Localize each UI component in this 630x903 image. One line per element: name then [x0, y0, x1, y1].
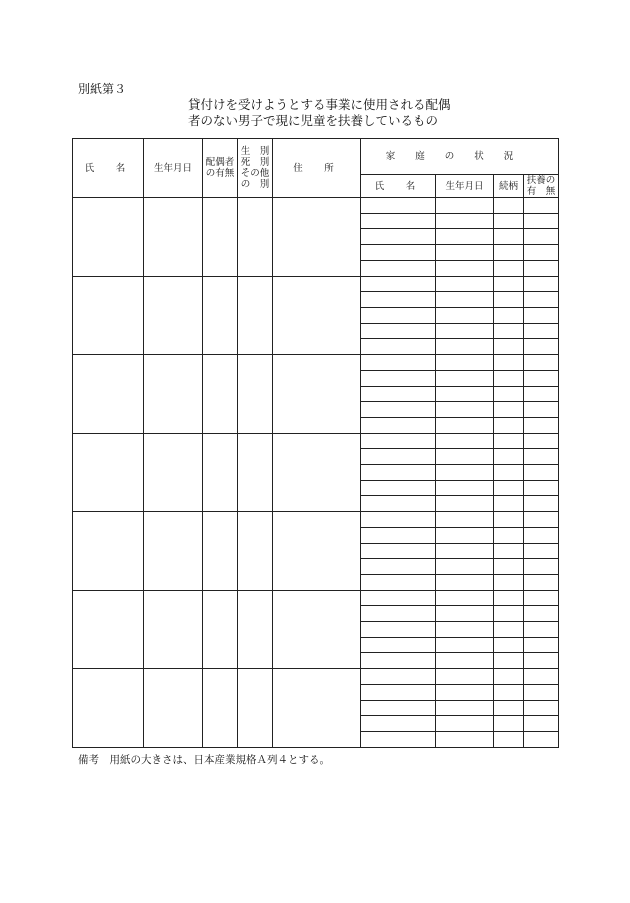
household-name-cell[interactable]	[361, 386, 436, 402]
household-dependent-cell[interactable]	[524, 198, 559, 214]
household-birthdate-cell[interactable]	[436, 543, 494, 559]
entry-birthdate-cell[interactable]	[144, 590, 203, 669]
header-separation-status: 生 別 死 別 その他 の 別	[238, 139, 273, 198]
household-birthdate-cell[interactable]	[436, 465, 494, 481]
household-name-cell[interactable]	[361, 198, 436, 214]
household-name-cell[interactable]	[361, 527, 436, 543]
entry-address-cell[interactable]	[273, 276, 361, 355]
household-birthdate-cell[interactable]	[436, 449, 494, 465]
entry-spouse-cell[interactable]	[203, 433, 238, 512]
household-name-cell[interactable]	[361, 731, 436, 747]
household-dependent-cell[interactable]	[524, 590, 559, 606]
household-birthdate-cell[interactable]	[436, 323, 494, 339]
household-birthdate-cell[interactable]	[436, 653, 494, 669]
household-dependent-cell[interactable]	[524, 653, 559, 669]
entry-spouse-cell[interactable]	[203, 590, 238, 669]
household-dependent-cell[interactable]	[524, 700, 559, 716]
entry-address-cell[interactable]	[273, 433, 361, 512]
household-relationship-cell[interactable]	[494, 480, 524, 496]
entry-address-cell[interactable]	[273, 590, 361, 669]
entry-spouse-cell[interactable]	[203, 512, 238, 591]
household-birthdate-cell[interactable]	[436, 260, 494, 276]
household-name-cell[interactable]	[361, 339, 436, 355]
table-row	[73, 512, 559, 528]
entry-status-cell[interactable]	[238, 355, 273, 434]
entry-name-cell[interactable]	[73, 198, 144, 277]
household-name-cell[interactable]	[361, 308, 436, 324]
household-birthdate-cell[interactable]	[436, 590, 494, 606]
household-name-cell[interactable]	[361, 543, 436, 559]
household-dependent-cell[interactable]	[524, 716, 559, 732]
household-relationship-cell[interactable]	[494, 276, 524, 292]
entry-name-cell[interactable]	[73, 512, 144, 591]
table-row	[73, 198, 559, 214]
entry-name-cell[interactable]	[73, 276, 144, 355]
household-relationship-cell[interactable]	[494, 653, 524, 669]
household-birthdate-cell[interactable]	[436, 308, 494, 324]
header-dependent: 扶養の 有 無	[524, 175, 559, 198]
form-title	[188, 97, 451, 129]
form-number: 別紙第３	[78, 82, 127, 96]
household-relationship-cell[interactable]	[494, 229, 524, 245]
table-row	[73, 669, 559, 685]
entry-birthdate-cell[interactable]	[144, 433, 203, 512]
entry-status-cell[interactable]	[238, 198, 273, 277]
household-name-cell[interactable]	[361, 213, 436, 229]
household-dependent-cell[interactable]	[524, 213, 559, 229]
household-birthdate-cell[interactable]	[436, 622, 494, 638]
household-relationship-cell[interactable]	[494, 590, 524, 606]
household-dependent-cell[interactable]	[524, 496, 559, 512]
household-name-cell[interactable]	[361, 622, 436, 638]
household-birthdate-cell[interactable]	[436, 198, 494, 214]
entry-address-cell[interactable]	[273, 198, 361, 277]
household-name-cell[interactable]	[361, 292, 436, 308]
household-relationship-cell[interactable]	[494, 417, 524, 433]
household-relationship-cell[interactable]	[494, 543, 524, 559]
household-name-cell[interactable]	[361, 260, 436, 276]
household-birthdate-cell[interactable]	[436, 276, 494, 292]
household-relationship-cell[interactable]	[494, 260, 524, 276]
table-row	[73, 433, 559, 449]
household-dependent-cell[interactable]	[524, 606, 559, 622]
household-dependent-cell[interactable]	[524, 731, 559, 747]
header-relationship: 続柄	[494, 175, 524, 198]
entry-birthdate-cell[interactable]	[144, 355, 203, 434]
table-row	[73, 276, 559, 292]
household-relationship-cell[interactable]	[494, 465, 524, 481]
household-birthdate-cell[interactable]	[436, 669, 494, 685]
household-relationship-cell[interactable]	[494, 323, 524, 339]
household-birthdate-cell[interactable]	[436, 512, 494, 528]
household-relationship-cell[interactable]	[494, 622, 524, 638]
household-name-cell[interactable]	[361, 637, 436, 653]
household-name-cell[interactable]	[361, 574, 436, 590]
household-dependent-cell[interactable]	[524, 417, 559, 433]
household-dependent-cell[interactable]	[524, 370, 559, 386]
household-name-cell[interactable]	[361, 669, 436, 685]
household-birthdate-cell[interactable]	[436, 213, 494, 229]
household-birthdate-cell[interactable]	[436, 386, 494, 402]
household-relationship-cell[interactable]	[494, 496, 524, 512]
household-dependent-cell[interactable]	[524, 402, 559, 418]
household-birthdate-cell[interactable]	[436, 496, 494, 512]
household-dependent-cell[interactable]	[524, 543, 559, 559]
header-household-name: 氏 名	[361, 175, 436, 198]
household-relationship-cell[interactable]	[494, 637, 524, 653]
table-row	[73, 355, 559, 371]
household-name-cell[interactable]	[361, 590, 436, 606]
household-relationship-cell[interactable]	[494, 700, 524, 716]
household-name-cell[interactable]	[361, 417, 436, 433]
household-relationship-cell[interactable]	[494, 449, 524, 465]
household-birthdate-cell[interactable]	[436, 417, 494, 433]
household-dependent-cell[interactable]	[524, 323, 559, 339]
title-line-2: 者のない男子で現に児童を扶養しているもの	[188, 113, 439, 128]
household-birthdate-cell[interactable]	[436, 559, 494, 575]
household-relationship-cell[interactable]	[494, 433, 524, 449]
household-relationship-cell[interactable]	[494, 198, 524, 214]
household-name-cell[interactable]	[361, 480, 436, 496]
entry-address-cell[interactable]	[273, 669, 361, 748]
household-dependent-cell[interactable]	[524, 355, 559, 371]
entry-spouse-cell[interactable]	[203, 669, 238, 748]
entry-spouse-cell[interactable]	[203, 355, 238, 434]
household-dependent-cell[interactable]	[524, 574, 559, 590]
entry-name-cell[interactable]	[73, 590, 144, 669]
entry-name-cell[interactable]	[73, 433, 144, 512]
entry-birthdate-cell[interactable]	[144, 276, 203, 355]
household-birthdate-cell[interactable]	[436, 480, 494, 496]
entry-spouse-cell[interactable]	[203, 276, 238, 355]
household-dependent-cell[interactable]	[524, 512, 559, 528]
entry-birthdate-cell[interactable]	[144, 669, 203, 748]
household-relationship-cell[interactable]	[494, 213, 524, 229]
entry-name-cell[interactable]	[73, 669, 144, 748]
header-spouse: 配偶者 の有無	[203, 139, 238, 198]
household-name-cell[interactable]	[361, 512, 436, 528]
household-birthdate-cell[interactable]	[436, 433, 494, 449]
household-birthdate-cell[interactable]	[436, 339, 494, 355]
household-dependent-cell[interactable]	[524, 449, 559, 465]
remarks-note: 備考 用紙の大きさは、日本産業規格Ａ列４とする。	[78, 754, 330, 766]
household-dependent-cell[interactable]	[524, 669, 559, 685]
household-name-cell[interactable]	[361, 449, 436, 465]
household-name-cell[interactable]	[361, 465, 436, 481]
household-name-cell[interactable]	[361, 245, 436, 261]
household-relationship-cell[interactable]	[494, 355, 524, 371]
household-dependent-cell[interactable]	[524, 276, 559, 292]
household-relationship-cell[interactable]	[494, 669, 524, 685]
household-dependent-cell[interactable]	[524, 386, 559, 402]
household-relationship-cell[interactable]	[494, 684, 524, 700]
household-relationship-cell[interactable]	[494, 308, 524, 324]
household-birthdate-cell[interactable]	[436, 731, 494, 747]
entry-address-cell[interactable]	[273, 512, 361, 591]
household-dependent-cell[interactable]	[524, 229, 559, 245]
header-household-birthdate: 生年月日	[436, 175, 494, 198]
household-dependent-cell[interactable]	[524, 292, 559, 308]
household-name-cell[interactable]	[361, 276, 436, 292]
entry-name-cell[interactable]	[73, 355, 144, 434]
household-dependent-cell[interactable]	[524, 559, 559, 575]
entry-status-cell[interactable]	[238, 590, 273, 669]
entry-birthdate-cell[interactable]	[144, 198, 203, 277]
household-name-cell[interactable]	[361, 716, 436, 732]
header-household: 家庭の状況	[361, 139, 559, 175]
household-name-cell[interactable]	[361, 496, 436, 512]
household-name-cell[interactable]	[361, 653, 436, 669]
header-birthdate: 生年月日	[144, 139, 203, 198]
household-birthdate-cell[interactable]	[436, 229, 494, 245]
household-dependent-cell[interactable]	[524, 684, 559, 700]
household-birthdate-cell[interactable]	[436, 355, 494, 371]
household-birthdate-cell[interactable]	[436, 402, 494, 418]
entry-birthdate-cell[interactable]	[144, 512, 203, 591]
household-name-cell[interactable]	[361, 684, 436, 700]
household-name-cell[interactable]	[361, 323, 436, 339]
household-relationship-cell[interactable]	[494, 716, 524, 732]
household-birthdate-cell[interactable]	[436, 637, 494, 653]
header-name: 氏 名	[73, 139, 144, 198]
household-birthdate-cell[interactable]	[436, 370, 494, 386]
household-dependent-cell[interactable]	[524, 433, 559, 449]
household-relationship-cell[interactable]	[494, 606, 524, 622]
household-dependent-cell[interactable]	[524, 480, 559, 496]
household-name-cell[interactable]	[361, 370, 436, 386]
household-birthdate-cell[interactable]	[436, 574, 494, 590]
entry-status-cell[interactable]	[238, 669, 273, 748]
household-relationship-cell[interactable]	[494, 559, 524, 575]
household-dependent-cell[interactable]	[524, 465, 559, 481]
household-dependent-cell[interactable]	[524, 245, 559, 261]
household-relationship-cell[interactable]	[494, 370, 524, 386]
household-relationship-cell[interactable]	[494, 402, 524, 418]
household-relationship-cell[interactable]	[494, 527, 524, 543]
household-dependent-cell[interactable]	[524, 260, 559, 276]
household-relationship-cell[interactable]	[494, 386, 524, 402]
household-birthdate-cell[interactable]	[436, 606, 494, 622]
household-relationship-cell[interactable]	[494, 339, 524, 355]
household-birthdate-cell[interactable]	[436, 245, 494, 261]
household-relationship-cell[interactable]	[494, 731, 524, 747]
household-birthdate-cell[interactable]	[436, 716, 494, 732]
household-name-cell[interactable]	[361, 402, 436, 418]
registry-table	[72, 138, 559, 748]
household-relationship-cell[interactable]	[494, 245, 524, 261]
household-dependent-cell[interactable]	[524, 527, 559, 543]
table-row	[73, 590, 559, 606]
entry-spouse-cell[interactable]	[203, 198, 238, 277]
household-name-cell[interactable]	[361, 355, 436, 371]
household-relationship-cell[interactable]	[494, 512, 524, 528]
household-name-cell[interactable]	[361, 229, 436, 245]
household-relationship-cell[interactable]	[494, 292, 524, 308]
title-line-1: 貸付けを受けようとする事業に使用される配偶	[188, 97, 451, 112]
household-dependent-cell[interactable]	[524, 339, 559, 355]
household-dependent-cell[interactable]	[524, 308, 559, 324]
household-dependent-cell[interactable]	[524, 637, 559, 653]
household-relationship-cell[interactable]	[494, 574, 524, 590]
household-name-cell[interactable]	[361, 606, 436, 622]
household-birthdate-cell[interactable]	[436, 684, 494, 700]
household-name-cell[interactable]	[361, 559, 436, 575]
household-birthdate-cell[interactable]	[436, 700, 494, 716]
entry-address-cell[interactable]	[273, 355, 361, 434]
household-dependent-cell[interactable]	[524, 622, 559, 638]
entry-status-cell[interactable]	[238, 512, 273, 591]
household-birthdate-cell[interactable]	[436, 527, 494, 543]
header-address: 住 所	[273, 139, 361, 198]
entry-status-cell[interactable]	[238, 276, 273, 355]
household-name-cell[interactable]	[361, 700, 436, 716]
entry-status-cell[interactable]	[238, 433, 273, 512]
household-birthdate-cell[interactable]	[436, 292, 494, 308]
household-name-cell[interactable]	[361, 433, 436, 449]
